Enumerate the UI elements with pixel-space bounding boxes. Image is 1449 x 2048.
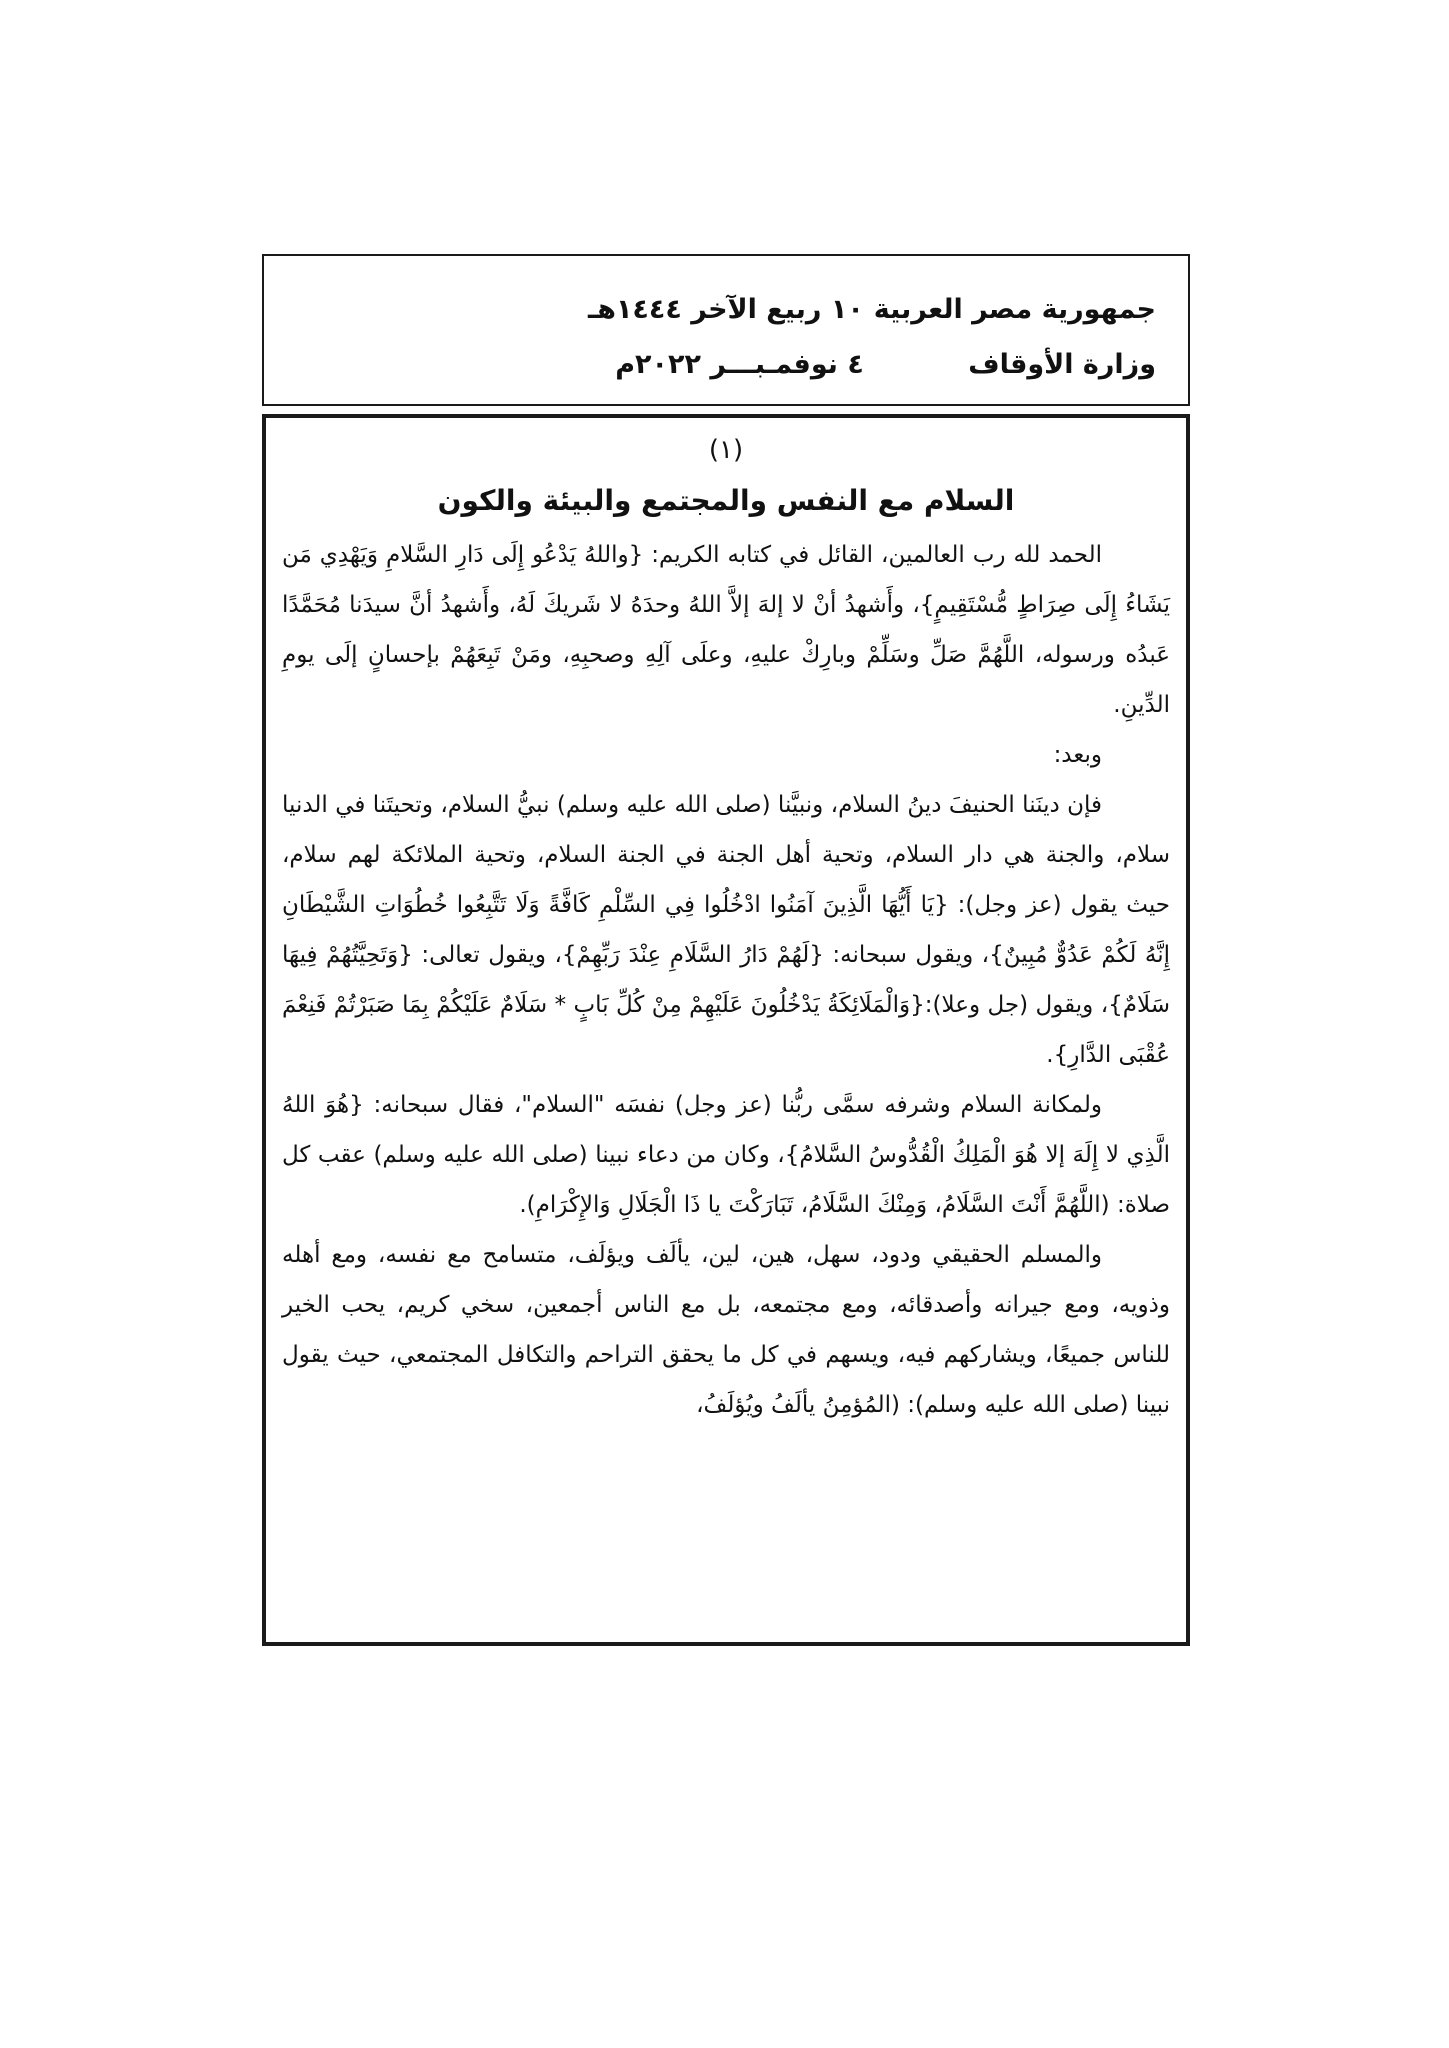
- ministry-name: وزارة الأوقاف: [968, 349, 1156, 380]
- country-name: جمهورية مصر العربية: [873, 294, 1156, 325]
- gregorian-date: ٤ نوفمـبـــر ٢٠٢٢م: [615, 349, 864, 380]
- article-box: [262, 414, 1190, 1646]
- document-header: [262, 254, 1190, 406]
- header-dates: [588, 282, 864, 392]
- header-institution: [874, 282, 1156, 392]
- article-body: [282, 530, 1170, 1430]
- paragraph-transition: وبعد:: [1053, 742, 1102, 768]
- article-title: السلام مع النفس والمجتمع والبيئة والكون: [437, 484, 1015, 517]
- hijri-date: ١٠ ربيع الآخر ١٤٤٤هـ: [588, 294, 864, 325]
- article-number: (١): [708, 435, 744, 465]
- paragraph-true-muslim: والمسلم الحقيقي ودود، سهل، هين، لين، يألَف ويؤلَف، متسامح مع نفسه، ومع أهله وذويه، ومع جيرانه وأصدقائه، ومع مجتمعه، بل مع الناس أجمعين، سخي كريم، يحب الخير للناس جميعًا، ويشاركهم فيه، ويسهم في كل ما يحقق التراحم والتكافل المجتمعي، حيث يقول نبينا (صلى الله عليه وسلم): (المُؤمِنُ يألَفُ ويُؤلَفُ،: [282, 1242, 1170, 1418]
- paragraph-religion-of-peace: فإن دينَنا الحنيفَ دينُ السلام، ونبيَّنا (صلى الله عليه وسلم) نبيُّ السلام، وتحيتَنا في الدنيا سلام، والجنة هي دار السلام، وتحية أهل الجنة في الجنة السلام، وتحية الملائكة لهم سلام، حيث يقول (عز وجل): {يَا أَيُّهَا الَّذِينَ آمَنُوا ادْخُلُوا فِي السِّلْمِ كَافَّةً وَلَا تَتَّبِعُوا خُطُوَاتِ الشَّيْطَانِ إِنَّهُ لَكُمْ عَدُوٌّ مُبِينٌ}، ويقول سبحانه: {لَهُمْ دَارُ السَّلَامِ عِنْدَ رَبِّهِمْ}، ويقول تعالى: {وَتَحِيَّتُهُمْ فِيهَا سَلَامٌ}، ويقول (جل وعلا):{وَالْمَلَائِكَةُ يَدْخُلُونَ عَلَيْهِمْ مِنْ كُلِّ بَابٍ * سَلَامٌ عَلَيْكُمْ بِمَا صَبَرْتُمْ فَنِعْمَ عُقْبَى الدَّارِ}.: [282, 792, 1170, 1068]
- paragraph-opening: الحمد لله رب العالمين، القائل في كتابه الكريم: {واللهُ يَدْعُو إِلَى دَارِ السَّلامِ وَيَهْدِي مَن يَشَاءُ إِلَى صِرَاطٍ مُّسْتَقِيمٍ}، وأَشهدُ أنْ لا إلهَ إلاَّ اللهُ وحدَهُ لا شَريكَ لَهُ، وأَشهدُ أنَّ سيدَنا مُحَمَّدًا عَبدُه ورسوله، اللَّهُمَّ صَلِّ وسَلِّمْ وبارِكْ عليهِ، وعلَى آلِهِ وصحبِهِ، ومَنْ تَبِعَهُمْ بإحسانٍ إلَى يومِ الدِّينِ.: [282, 542, 1170, 718]
- paragraph-name-of-peace: ولمكانة السلام وشرفه سمَّى ربُّنا (عز وجل) نفسَه "السلام"، فقال سبحانه: {هُوَ اللهُ الَّذِي لا إِلَهَ إلا هُوَ الْمَلِكُ الْقُدُّوسُ السَّلامُ}، وكان من دعاء نبينا (صلى الله عليه وسلم) عقب كل صلاة: (اللَّهُمَّ أَنْتَ السَّلَامُ، وَمِنْكَ السَّلَامُ، تَبَارَكْتَ يا ذَا الْجَلَالِ وَالإِكْرَامِ).: [282, 1092, 1170, 1218]
